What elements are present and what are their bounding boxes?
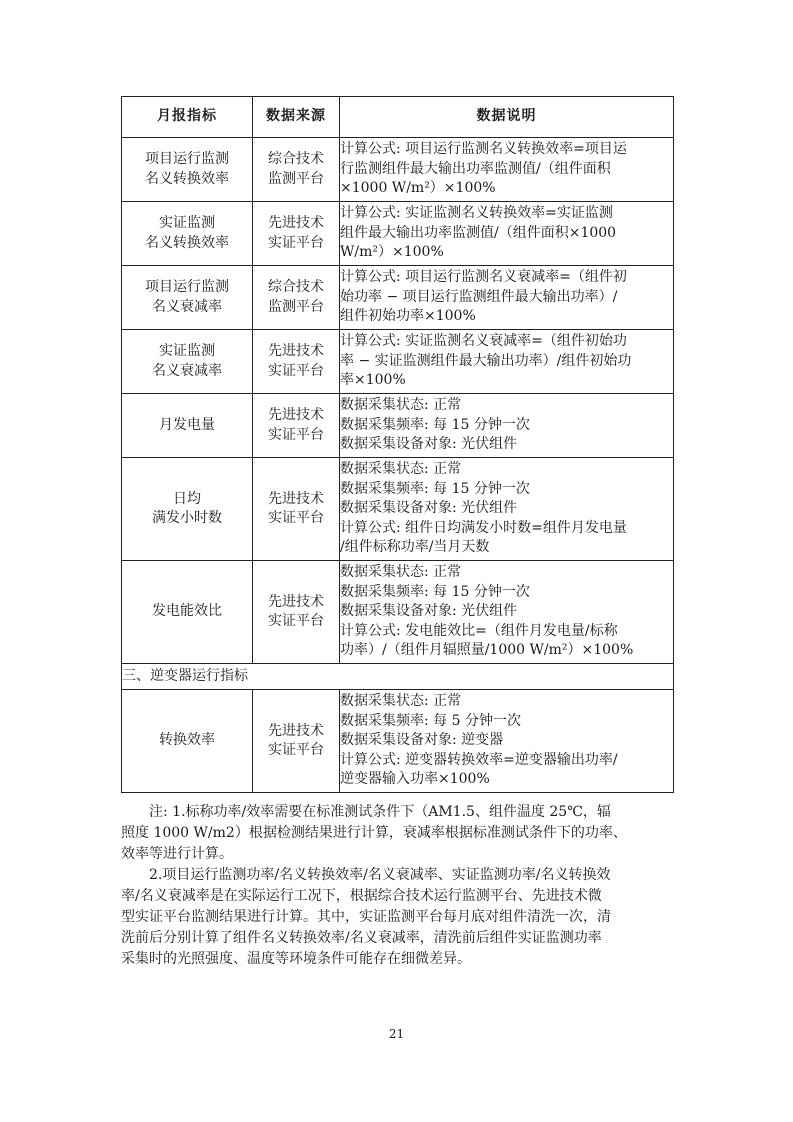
section-title-inverter: 三、逆变器运行指标 xyxy=(122,664,674,690)
note-line: 采集时的光照强度、温度等环境条件可能存在细微差异。 xyxy=(121,951,471,967)
cell-line: 先进技术 xyxy=(268,593,324,610)
cell-line: 实证平台 xyxy=(268,742,324,758)
note-line: 照度 1000 W/m2）根据检测结果进行计算，衰减率根据标准测试条件下的功率、 xyxy=(121,825,627,841)
row-description xyxy=(340,458,674,561)
row-metric xyxy=(122,458,253,561)
cell-line: 数据采集状态: 正常 xyxy=(340,461,462,478)
row-metric xyxy=(122,690,253,793)
page-number: 21 xyxy=(388,1027,405,1041)
note-line: 2.项目运行监测功率/名义转换效率/名义衰减率、实证监测功率/名义转换效 xyxy=(149,867,611,883)
table-row xyxy=(122,394,674,458)
table-row xyxy=(122,561,674,664)
cell-line: 转换效率 xyxy=(159,732,215,749)
cell-line: 日均 xyxy=(173,490,201,507)
cell-line: 率 − 实证监测组件最大输出功率）/组件初始功 xyxy=(340,352,632,369)
cell-line: /组件标称功率/当月天数 xyxy=(340,539,490,556)
cell-line: 率×100% xyxy=(340,372,406,389)
cell-line: 先进技术 xyxy=(268,490,324,507)
row-source xyxy=(253,394,340,458)
note-line: 率/名义衰减率是在实际运行工况下，根据综合技术运行监测平台、先进技术微 xyxy=(121,888,602,904)
cell-line: 先进技术 xyxy=(268,215,324,231)
row-description xyxy=(340,202,674,266)
cell-line: 行监测组件最大输出功率监测值/（组件面积 xyxy=(340,160,611,177)
table-row xyxy=(122,458,674,561)
row-source xyxy=(253,458,340,561)
row-metric xyxy=(122,138,253,202)
row-description xyxy=(340,330,674,394)
table-row xyxy=(122,138,674,202)
cell-line: 先进技术 xyxy=(268,343,324,359)
row-source xyxy=(253,561,340,664)
header-description: 数据说明 xyxy=(340,97,674,138)
cell-line: 月发电量 xyxy=(159,416,215,433)
cell-line: 计算公式: 发电能效比=（组件月发电量/标称 xyxy=(340,622,618,639)
footnotes xyxy=(121,802,673,970)
cell-line: 数据采集设备对象: 光伏组件 xyxy=(340,500,518,517)
cell-line: 始功率 − 项目运行监测组件最大输出功率）/ xyxy=(340,288,618,305)
cell-line: W/m²）×100% xyxy=(340,244,444,261)
cell-line: 名义转换效率 xyxy=(145,170,229,187)
row-description xyxy=(340,561,674,664)
monthly-indicators-table xyxy=(121,96,674,793)
cell-line: 计算公式: 逆变器转换效率=逆变器输出功率/ xyxy=(340,751,618,768)
cell-line: 数据采集设备对象: 光伏组件 xyxy=(340,436,518,453)
cell-line: 逆变器输入功率×100% xyxy=(340,771,490,788)
cell-line: 数据采集状态: 正常 xyxy=(340,564,462,581)
row-description xyxy=(340,394,674,458)
cell-line: 项目运行监测 xyxy=(145,279,229,295)
cell-line: 名义衰减率 xyxy=(152,362,222,379)
cell-line: 先进技术 xyxy=(268,407,324,423)
cell-line: 综合技术 xyxy=(268,151,324,167)
row-description xyxy=(340,138,674,202)
cell-line: 计算公式: 项目运行监测名义转换效率=项目运 xyxy=(340,141,627,158)
table-row xyxy=(122,202,674,266)
row-source xyxy=(253,690,340,793)
row-source xyxy=(253,202,340,266)
cell-line: 数据采集频率: 每 15 分钟一次 xyxy=(340,416,530,433)
cell-line: 实证平台 xyxy=(268,362,324,379)
table-row xyxy=(122,266,674,330)
row-source xyxy=(253,266,340,330)
note-line: 型实证平台监测结果进行计算。其中，实证监测平台每月底对组件清洗一次，清 xyxy=(121,909,611,925)
cell-line: 计算公式: 实证监测名义转换效率=实证监测 xyxy=(340,205,613,222)
cell-line: 计算公式: 项目运行监测名义衰减率=（组件初 xyxy=(340,269,627,286)
cell-line: 计算公式: 实证监测名义衰减率=（组件初始功 xyxy=(340,333,627,350)
cell-line: 组件最大输出功率监测值/（组件面积×1000 xyxy=(340,224,617,241)
row-description xyxy=(340,266,674,330)
cell-line: 实证监测 xyxy=(159,343,215,359)
section-row xyxy=(122,664,674,690)
cell-line: 数据采集频率: 每 5 分钟一次 xyxy=(340,712,521,729)
row-source xyxy=(253,330,340,394)
cell-line: 监测平台 xyxy=(268,298,324,315)
cell-line: 项目运行监测 xyxy=(145,151,229,167)
cell-line: 发电能效比 xyxy=(152,603,222,620)
row-metric xyxy=(122,202,253,266)
row-metric xyxy=(122,394,253,458)
cell-line: 计算公式: 组件日均满发小时数=组件月发电量 xyxy=(340,519,627,536)
cell-line: 综合技术 xyxy=(268,279,324,295)
cell-line: 监测平台 xyxy=(268,170,324,187)
table-row xyxy=(122,330,674,394)
cell-line: ×1000 W/m²）×100% xyxy=(340,180,496,197)
cell-line: 组件初始功率×100% xyxy=(340,308,476,325)
note-line: 洗前后分别计算了组件名义转换效率/名义衰减率，清洗前后组件实证监测功率 xyxy=(121,930,602,946)
cell-line: 实证平台 xyxy=(268,234,324,251)
cell-line: 名义衰减率 xyxy=(152,298,222,315)
note-line: 效率等进行计算。 xyxy=(121,846,233,862)
row-metric xyxy=(122,266,253,330)
cell-line: 实证监测 xyxy=(159,215,215,231)
row-description xyxy=(340,690,674,793)
cell-line: 数据采集频率: 每 15 分钟一次 xyxy=(340,583,530,600)
cell-line: 先进技术 xyxy=(268,722,324,739)
row-source xyxy=(253,138,340,202)
cell-line: 实证平台 xyxy=(268,613,324,629)
cell-line: 数据采集状态: 正常 xyxy=(340,397,462,414)
cell-line: 数据采集设备对象: 光伏组件 xyxy=(340,603,518,620)
table-header-row xyxy=(122,97,674,138)
table-row xyxy=(122,690,674,793)
cell-line: 功率）/（组件月辐照量/1000 W/m²）×100% xyxy=(340,642,634,659)
cell-line: 数据采集频率: 每 15 分钟一次 xyxy=(340,480,530,497)
cell-line: 数据采集状态: 正常 xyxy=(340,693,462,710)
header-source: 数据来源 xyxy=(253,97,340,138)
note-2 xyxy=(121,865,673,970)
cell-line: 实证平台 xyxy=(268,426,324,443)
header-metric: 月报指标 xyxy=(122,97,253,138)
note-1 xyxy=(121,802,673,865)
cell-line: 名义转换效率 xyxy=(145,234,229,251)
cell-line: 满发小时数 xyxy=(152,510,222,526)
cell-line: 实证平台 xyxy=(268,510,324,526)
note-line: 注: 1.标称功率/效率需要在标准测试条件下（AM1.5、组件温度 25℃，辐 xyxy=(149,804,611,820)
row-metric xyxy=(122,330,253,394)
row-metric xyxy=(122,561,253,664)
cell-line: 数据采集设备对象: 逆变器 xyxy=(340,732,504,749)
